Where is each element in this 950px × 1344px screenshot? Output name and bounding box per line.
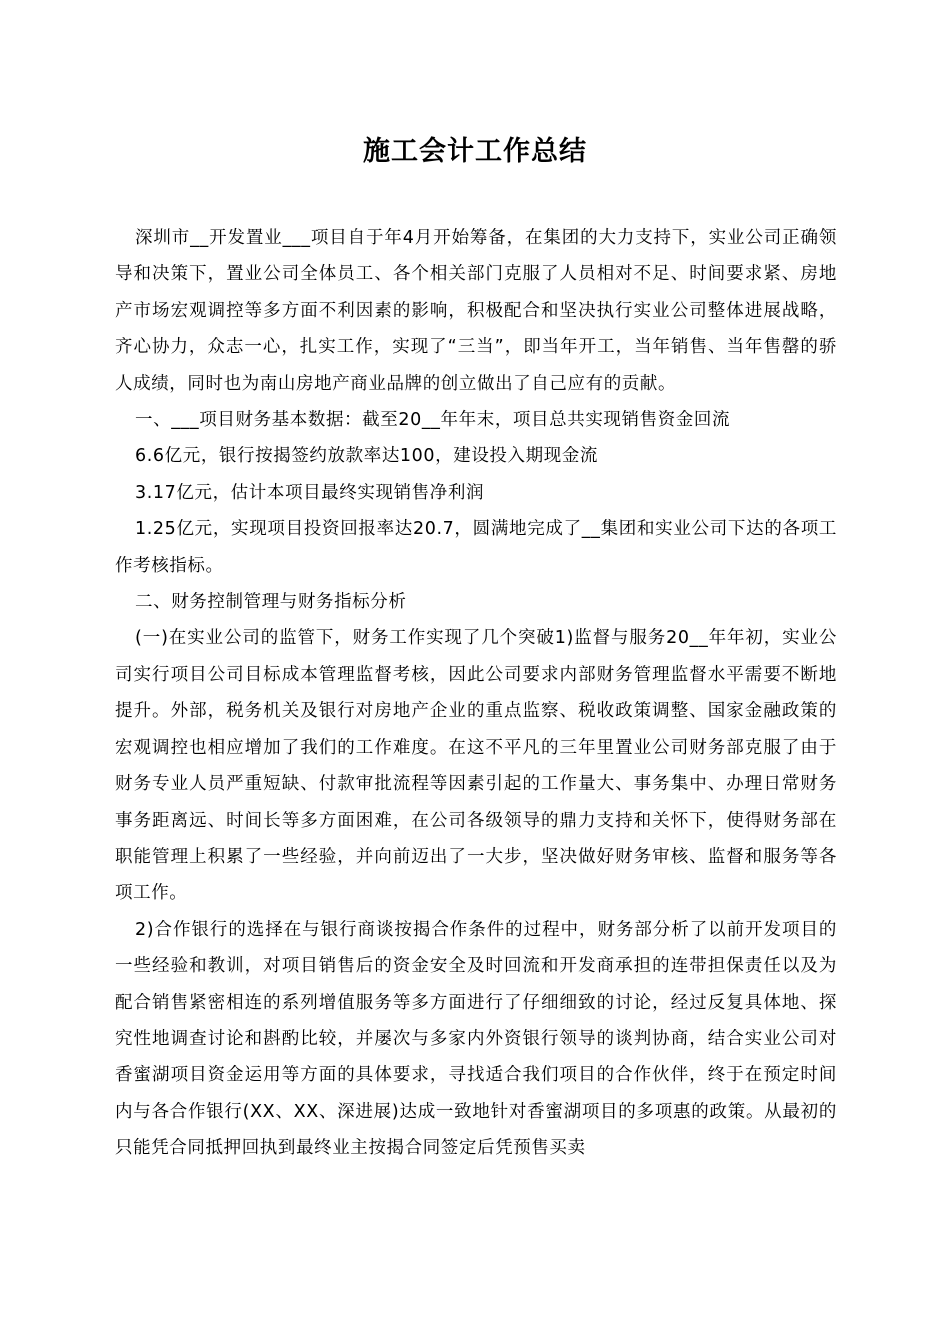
paragraph-supervision: (一)在实业公司的监管下，财务工作实现了几个突破1)监督与服务20__年年初，实业公司实行项目公司目标成本管理监督考核，因此公司要求内部财务管理监督水平需要不断地提升。外部，税务机关及银行对房地产企业的重点监察、税收政策调整、国家金融政策的宏观调控也相应增加了我们的工作难度。在这不平凡的三年里置业公司财务部克服了由于财务专业人员严重短缺、付款审批流程等因素引起的工作量大、事务集中、办理日常财务事务距离远、时间长等多方面困难，在公司各级领导的鼎力支持和关怀下，使得财务部在职能管理上积累了一些经验，并向前迈出了一大步，坚决做好财务审核、监督和服务等各项工作。 [115, 628, 837, 904]
paragraph-cash-inflow: 6.6亿元，银行按揭签约放款率达100，建设投入期现金流 [135, 446, 599, 467]
document-title: 施工会计工作总结 [363, 136, 587, 167]
paragraph-cash-flow: 3.17亿元，估计本项目最终实现销售净利润 [135, 482, 485, 503]
paragraph-intro: 深圳市__开发置业___项目自于年4月开始筹备，在集团的大力支持下，实业公司正确领导和决策下，置业公司全体员工、各个相关部门克服了人员相对不足、时间要求紧、房地产市场宏观调控等多方面不利因素的影响，积极配合和坚决执行实业公司整体进展战略，齐心协力，众志一心，扎实工作，实现了“三当”，即当年开工，当年销售、当年售罄的骄人成绩，同时也为南山房地产商业品牌的创立做出了自己应有的贡献。 [115, 228, 837, 394]
document-body [115, 220, 837, 1167]
paragraph-section-1-heading: 一、___项目财务基本数据：截至20__年年末，项目总共实现销售资金回流 [135, 410, 731, 431]
paragraph-bank-selection: 2)合作银行的选择在与银行商谈按揭合作条件的过程中，财务部分析了以前开发项目的一些经验和教训，对项目销售后的资金安全及时回流和开发商承担的连带担保责任以及为配合销售紧密相连的系列增值服务等多方面进行了仔细细致的讨论，经过反复具体地、探究性地调查讨论和斟酌比较，并屡次与多家内外资银行领导的谈判协商，结合实业公司对香蜜湖项目资金运用等方面的具体要求，寻找适合我们项目的合作伙伴，终于在预定时间内与各合作银行(XX、XX、深进展)达成一致地针对香蜜湖项目的多项惠的政策。从最初的只能凭合同抵押回执到最终业主按揭合同签定后凭预售买卖 [115, 919, 837, 1159]
paragraph-section-2-heading: 二、财务控制管理与财务指标分析 [135, 592, 407, 613]
paragraph-net-profit: 1.25亿元，实现项目投资回报率达20.7，圆满地完成了__集团和实业公司下达的各项工作考核指标。 [115, 519, 837, 576]
